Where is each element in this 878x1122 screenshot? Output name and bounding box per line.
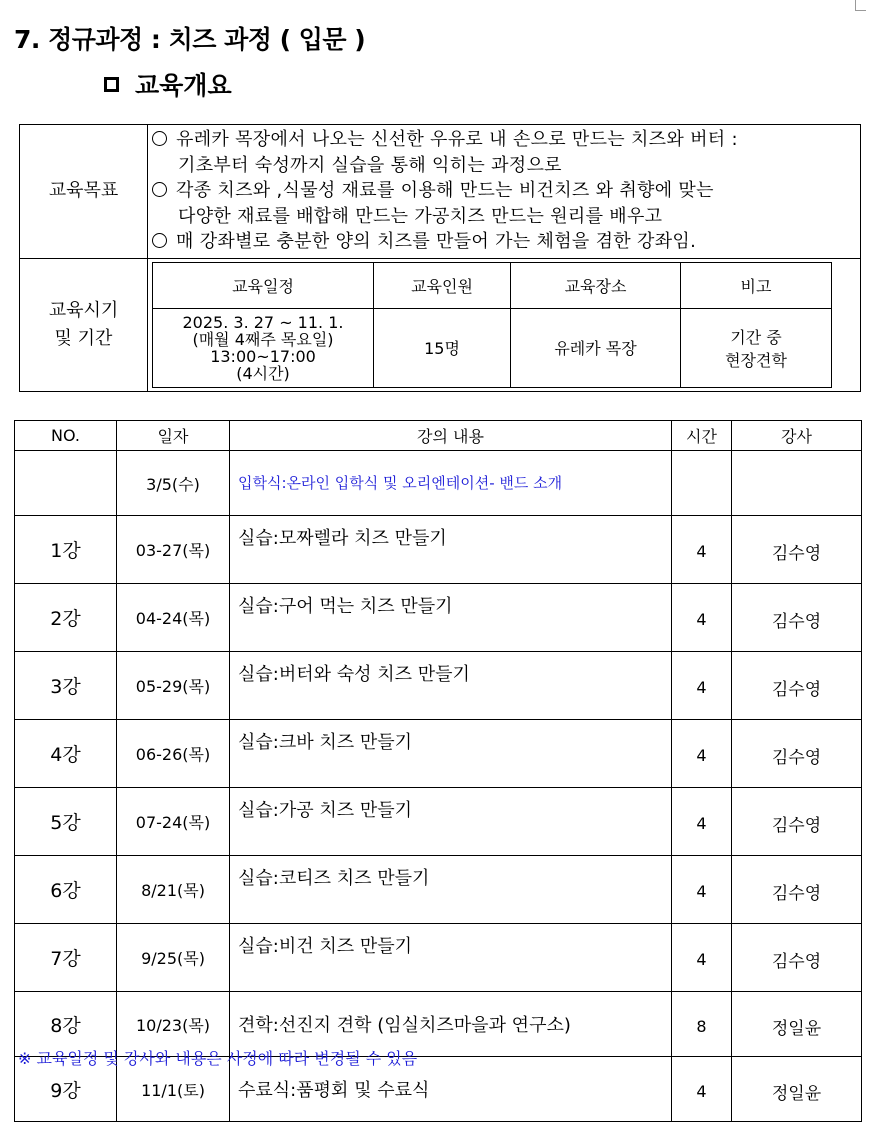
footnote: ※ 교육일정 및 강사와 내용은 사정에 따라 변경될 수 있음 xyxy=(18,1049,418,1068)
lecture-no: 3강 xyxy=(15,652,117,720)
place-cell: 유레카 목장 xyxy=(511,308,681,387)
lecture-hours: 4 xyxy=(672,788,732,856)
lecture-no: 6강 xyxy=(15,856,117,924)
lecture-no: 1강 xyxy=(15,516,117,584)
page-title: 7. 정규과정 : 치즈 과정 ( 입문 ) xyxy=(14,25,366,54)
lecture-content: 실습:코티즈 치즈 만들기 xyxy=(230,856,672,924)
period-header: 교육장소 xyxy=(511,262,681,308)
lecture-no: 2강 xyxy=(15,584,117,652)
page-corner-mark xyxy=(855,0,866,11)
lecture-content: 입학식:온라인 입학식 및 오리엔테이션- 밴드 소개 xyxy=(230,451,672,516)
lecture-content: 실습:구어 먹는 치즈 만들기 xyxy=(230,584,672,652)
table-row xyxy=(15,516,862,584)
lecture-content: 견학:선진지 견학 (임실치즈마을과 연구소) xyxy=(230,992,672,1057)
lecture-date: 8/21(목) xyxy=(117,856,230,924)
lecture-content: 실습:가공 치즈 만들기 xyxy=(230,788,672,856)
lecture-content: 실습:크바 치즈 만들기 xyxy=(230,720,672,788)
note-cell: 기간 중 현장견학 xyxy=(681,308,832,387)
schedule-cell: 2025. 3. 27 ~ 11. 1. (매월 4째주 목요일) 13:00~17:00 (4시간) xyxy=(153,308,374,387)
goal-label: 교육목표 xyxy=(20,125,148,259)
goal-line: 매 강좌별로 충분한 양의 치즈를 만들어 가는 체험을 겸한 강좌임. xyxy=(152,229,856,255)
lecture-table xyxy=(14,420,862,1122)
lecture-date: 07-24(목) xyxy=(117,788,230,856)
lecture-teacher: 김수영 xyxy=(732,720,862,788)
lecture-date: 05-29(목) xyxy=(117,652,230,720)
header-teacher: 강사 xyxy=(732,421,862,451)
lecture-hours: 4 xyxy=(672,516,732,584)
lecture-teacher: 김수영 xyxy=(732,516,862,584)
table-row xyxy=(15,788,862,856)
lecture-content: 실습:모짜렐라 치즈 만들기 xyxy=(230,516,672,584)
lecture-hours: 4 xyxy=(672,652,732,720)
lecture-teacher: 김수영 xyxy=(732,652,862,720)
lecture-no: 8강 xyxy=(15,992,117,1057)
lecture-no: 4강 xyxy=(15,720,117,788)
lecture-teacher xyxy=(732,451,862,516)
goal-line: 기초부터 숙성까지 실습을 통해 익히는 과정으로 xyxy=(178,154,562,176)
lecture-hours xyxy=(672,451,732,516)
lecture-date: 3/5(수) xyxy=(117,451,230,516)
period-header: 교육인원 xyxy=(374,262,511,308)
header-date: 일자 xyxy=(117,421,230,451)
lecture-no: 9강 xyxy=(15,1057,117,1122)
overview-table xyxy=(19,124,861,392)
lecture-hours: 4 xyxy=(672,584,732,652)
goal-content xyxy=(148,125,861,259)
circle-bullet-icon xyxy=(152,182,167,197)
table-row xyxy=(15,924,862,992)
lecture-date: 06-26(목) xyxy=(117,720,230,788)
goal-row xyxy=(20,125,861,259)
lecture-content: 수료식:품평회 및 수료식 xyxy=(230,1057,672,1122)
lecture-hours: 4 xyxy=(672,924,732,992)
period-label: 교육시기 및 기간 xyxy=(20,258,148,391)
goal-line: 각종 치즈와 ,식물성 재료를 이용해 만드는 비건치즈 와 취향에 맞는 xyxy=(152,178,856,204)
header-no: NO. xyxy=(15,421,117,451)
lecture-header-row xyxy=(15,421,862,451)
lecture-date: 10/23(목) xyxy=(117,992,230,1057)
lecture-teacher: 정일윤 xyxy=(732,992,862,1057)
lecture-hours: 4 xyxy=(672,856,732,924)
table-row xyxy=(15,720,862,788)
header-content: 강의 내용 xyxy=(230,421,672,451)
table-row xyxy=(15,584,862,652)
table-row xyxy=(15,451,862,516)
lecture-date: 03-27(목) xyxy=(117,516,230,584)
lecture-content: 실습:버터와 숙성 치즈 만들기 xyxy=(230,652,672,720)
period-inner-table xyxy=(152,262,832,388)
period-content xyxy=(148,258,861,391)
checkbox-icon xyxy=(104,77,119,92)
lecture-teacher: 김수영 xyxy=(732,924,862,992)
lecture-hours: 8 xyxy=(672,992,732,1057)
lecture-date: 11/1(토) xyxy=(117,1057,230,1122)
header-hours: 시간 xyxy=(672,421,732,451)
lecture-date: 04-24(목) xyxy=(117,584,230,652)
lecture-content: 실습:비건 치즈 만들기 xyxy=(230,924,672,992)
goal-line: 유레카 목장에서 나오는 신선한 우유로 내 손으로 만드는 치즈와 버터 : xyxy=(152,127,856,153)
lecture-hours: 4 xyxy=(672,720,732,788)
lecture-teacher: 김수영 xyxy=(732,584,862,652)
people-cell: 15명 xyxy=(374,308,511,387)
lecture-no: 7강 xyxy=(15,924,117,992)
lecture-no xyxy=(15,451,117,516)
lecture-hours: 4 xyxy=(672,1057,732,1122)
circle-bullet-icon xyxy=(152,131,167,146)
goal-line: 다양한 재료를 배합해 만드는 가공치즈 만드는 원리를 배우고 xyxy=(178,205,663,227)
period-row xyxy=(20,258,861,391)
lecture-no: 5강 xyxy=(15,788,117,856)
lecture-teacher: 정일윤 xyxy=(732,1057,862,1122)
table-row xyxy=(15,652,862,720)
table-row xyxy=(15,856,862,924)
lecture-date: 9/25(목) xyxy=(117,924,230,992)
circle-bullet-icon xyxy=(152,233,167,248)
section-heading-text: 교육개요 xyxy=(135,71,232,100)
lecture-teacher: 김수영 xyxy=(732,788,862,856)
section-heading xyxy=(104,66,232,102)
lecture-teacher: 김수영 xyxy=(732,856,862,924)
period-header: 비고 xyxy=(681,262,832,308)
period-header: 교육일정 xyxy=(153,262,374,308)
